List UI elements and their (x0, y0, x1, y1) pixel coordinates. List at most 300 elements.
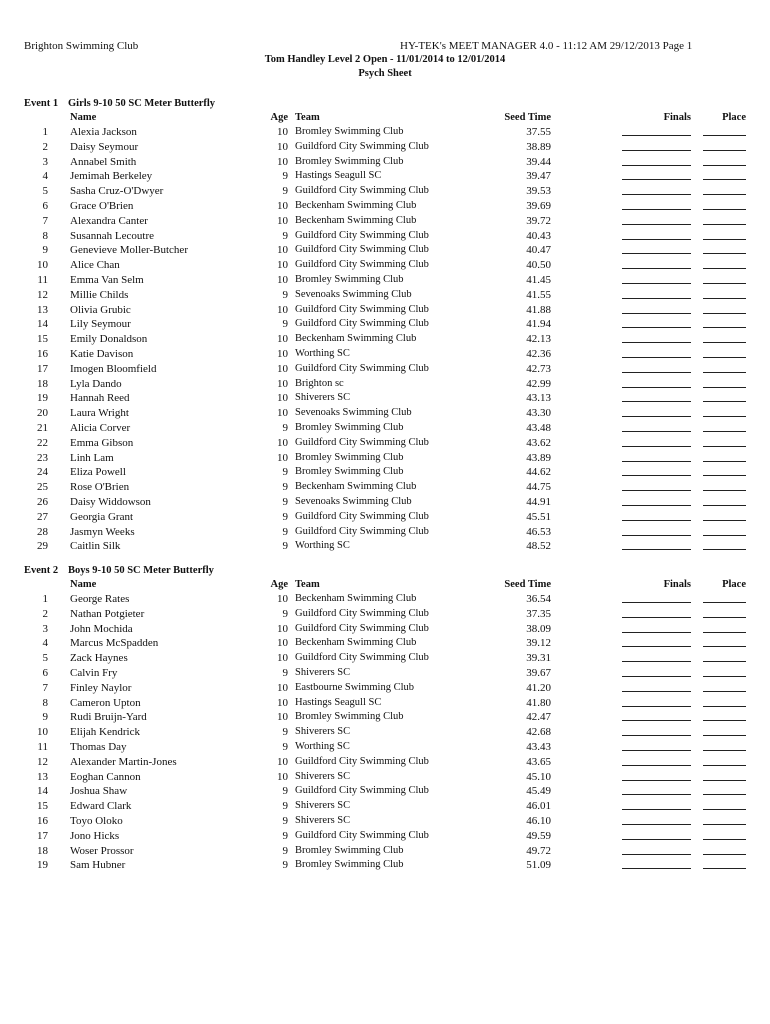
entry-seed-rank: 4 (42, 170, 48, 183)
seed-time: 45.10 (526, 770, 551, 783)
entry-list (24, 125, 746, 554)
seed-time: 43.89 (526, 451, 551, 464)
swimmer-team: Hastings Seagull SC (295, 696, 382, 708)
entry-seed-rank: 11 (37, 273, 48, 286)
swimmer-name: Emily Donaldson (70, 333, 148, 346)
swimmer-name: Jono Hicks (70, 829, 120, 842)
finals-blank-line (622, 446, 691, 447)
finals-blank-line (622, 735, 691, 736)
entry-seed-rank: 5 (42, 652, 48, 665)
swimmer-age: 9 (282, 495, 288, 508)
place-blank-line (703, 706, 746, 707)
finals-blank-line (622, 416, 691, 417)
place-blank-line (703, 520, 746, 521)
entry-seed-rank: 17 (37, 362, 48, 375)
swimmer-team: Bromley Swimming Club (295, 126, 404, 137)
swimmer-team: Guildford City Swimming Club (295, 436, 429, 448)
entry-row (24, 288, 746, 303)
swimmer-age: 10 (277, 770, 288, 783)
seed-time: 39.47 (526, 170, 551, 183)
swimmer-age: 9 (282, 466, 288, 479)
finals-blank-line (622, 283, 691, 284)
swimmer-name: Annabel Smith (70, 155, 137, 168)
entry-seed-rank: 8 (42, 696, 48, 709)
swimmer-team: Bromley Swimming Club (295, 711, 404, 723)
swimmer-team: Bromley Swimming Club (295, 451, 404, 463)
entry-seed-rank: 19 (37, 859, 48, 872)
swimmer-age: 10 (277, 126, 288, 138)
swimmer-name: Hannah Reed (70, 392, 130, 405)
entry-row (24, 169, 746, 184)
seed-time: 41.20 (526, 681, 551, 694)
entry-row (24, 829, 746, 844)
finals-blank-line (622, 239, 691, 240)
place-blank-line (703, 165, 746, 166)
seed-time: 45.51 (526, 510, 551, 523)
swimmer-name: Jemimah Berkeley (70, 170, 153, 183)
entry-row (24, 480, 746, 495)
entry-seed-rank: 26 (37, 495, 48, 508)
entry-seed-rank: 2 (42, 140, 48, 153)
seed-time: 51.09 (526, 859, 551, 872)
entry-row (24, 755, 746, 770)
swimmer-name: Emma Gibson (70, 436, 134, 449)
entry-list (24, 592, 746, 873)
place-blank-line (703, 461, 746, 462)
entry-seed-rank: 1 (42, 593, 48, 605)
swimmer-team: Bromley Swimming Club (295, 844, 404, 856)
finals-blank-line (622, 224, 691, 225)
entry-seed-rank: 23 (37, 451, 48, 464)
place-blank-line (703, 868, 746, 869)
finals-blank-line (622, 549, 691, 550)
seed-time: 44.75 (526, 481, 551, 494)
seed-time: 39.44 (526, 155, 551, 168)
place-blank-line (703, 283, 746, 284)
swimmer-age: 9 (282, 859, 288, 872)
entry-row (24, 666, 746, 681)
swimmer-name: Linh Lam (70, 451, 114, 464)
finals-blank-line (622, 632, 691, 633)
swimmer-age: 10 (277, 155, 288, 168)
seed-time: 49.59 (526, 829, 551, 842)
swimmer-name: Cameron Upton (70, 696, 141, 709)
swimmer-team: Guildford City Swimming Club (295, 140, 429, 152)
seed-time: 46.53 (526, 525, 551, 538)
place-blank-line (703, 416, 746, 417)
column-seed-time: Seed Time (504, 112, 551, 123)
entry-seed-rank: 29 (37, 540, 48, 553)
swimmer-name: George Rates (70, 593, 130, 605)
column-place: Place (722, 579, 746, 590)
seed-time: 42.47 (526, 711, 551, 724)
entry-seed-rank: 18 (37, 844, 48, 857)
entry-row (24, 651, 746, 666)
place-blank-line (703, 209, 746, 210)
finals-blank-line (622, 475, 691, 476)
software-header: HY-TEK's MEET MANAGER 4.0 - 11:12 AM 29/12/2013 Page 1 (400, 40, 693, 52)
entry-seed-rank: 28 (37, 525, 48, 538)
swimmer-team: Worthing SC (295, 740, 350, 752)
event-title (24, 96, 746, 111)
place-blank-line (703, 854, 746, 855)
swimmer-team: Beckenham Swimming Club (295, 481, 417, 493)
swimmer-name: Susannah Lecoutre (70, 229, 154, 242)
entry-row (24, 332, 746, 347)
entry-row (24, 814, 746, 829)
seed-time: 42.99 (526, 377, 551, 390)
finals-blank-line (622, 313, 691, 314)
swimmer-name: Millie Childs (70, 288, 129, 301)
event-number: Event 2 (24, 565, 59, 576)
swimmer-name: Lily Seymour (70, 318, 131, 331)
entry-seed-rank: 21 (37, 421, 48, 434)
swimmer-age: 9 (282, 800, 288, 813)
swimmer-age: 9 (282, 740, 288, 753)
swimmer-age: 10 (277, 362, 288, 375)
swimmer-name: Genevieve Moller-Butcher (70, 244, 188, 257)
swimmer-name: Calvin Fry (70, 666, 118, 679)
swimmer-team: Worthing SC (295, 540, 350, 552)
swimmer-team: Shiverers SC (295, 814, 351, 826)
seed-time: 41.45 (526, 273, 551, 286)
swimmer-age: 9 (282, 288, 288, 301)
place-blank-line (703, 490, 746, 491)
entry-seed-rank: 3 (42, 155, 48, 168)
swimmer-age: 10 (277, 407, 288, 420)
seed-time: 39.31 (526, 652, 551, 665)
entry-seed-rank: 16 (37, 814, 48, 827)
swimmer-name: Caitlin Silk (70, 540, 121, 553)
seed-time: 36.54 (526, 593, 551, 605)
column-finals: Finals (663, 579, 691, 590)
seed-time: 41.55 (526, 288, 551, 301)
place-blank-line (703, 357, 746, 358)
column-name: Name (70, 112, 97, 123)
entry-seed-rank: 7 (42, 214, 48, 227)
finals-blank-line (622, 372, 691, 373)
seed-time: 41.88 (526, 303, 551, 316)
event-section (24, 96, 746, 554)
swimmer-age: 10 (277, 637, 288, 650)
swimmer-age: 10 (277, 436, 288, 449)
seed-time: 42.68 (526, 726, 551, 739)
swimmer-age: 10 (277, 214, 288, 227)
swimmer-age: 9 (282, 785, 288, 798)
place-blank-line (703, 809, 746, 810)
column-header-row (24, 578, 746, 592)
entry-row (24, 436, 746, 451)
swimmer-age: 10 (277, 347, 288, 360)
swimmer-team: Guildford City Swimming Club (295, 303, 429, 315)
swimmer-age: 9 (282, 844, 288, 857)
entry-seed-rank: 22 (37, 436, 48, 449)
place-blank-line (703, 505, 746, 506)
entry-row (24, 525, 746, 540)
swimmer-team: Shiverers SC (295, 800, 351, 812)
swimmer-name: Katie Davison (70, 347, 134, 360)
swimmer-team: Shiverers SC (295, 392, 351, 404)
seed-time: 37.35 (526, 607, 551, 620)
entry-seed-rank: 27 (37, 510, 48, 523)
entry-row (24, 510, 746, 525)
swimmer-team: Guildford City Swimming Club (295, 785, 429, 797)
entry-seed-rank: 20 (37, 407, 48, 420)
entry-seed-rank: 14 (37, 785, 48, 798)
swimmer-age: 10 (277, 451, 288, 464)
entry-seed-rank: 15 (37, 800, 48, 813)
finals-blank-line (622, 431, 691, 432)
swimmer-team: Guildford City Swimming Club (295, 244, 429, 256)
place-blank-line (703, 549, 746, 550)
swimmer-team: Guildford City Swimming Club (295, 622, 429, 634)
finals-blank-line (622, 520, 691, 521)
finals-blank-line (622, 505, 691, 506)
entry-row (24, 303, 746, 318)
entry-row (24, 622, 746, 637)
finals-blank-line (622, 617, 691, 618)
swimmer-age: 9 (282, 318, 288, 331)
finals-blank-line (622, 780, 691, 781)
finals-blank-line (622, 809, 691, 810)
swimmer-name: Sasha Cruz-O'Dwyer (70, 185, 164, 198)
place-blank-line (703, 194, 746, 195)
entry-seed-rank: 12 (37, 288, 48, 301)
place-blank-line (703, 824, 746, 825)
swimmer-age: 9 (282, 510, 288, 523)
finals-blank-line (622, 165, 691, 166)
swimmer-age: 10 (277, 199, 288, 212)
swimmer-team: Shiverers SC (295, 666, 351, 678)
event-name: Girls 9-10 50 SC Meter Butterfly (68, 98, 216, 109)
swimmer-team: Guildford City Swimming Club (295, 652, 429, 664)
place-blank-line (703, 431, 746, 432)
swimmer-team: Worthing SC (295, 347, 350, 359)
swimmer-age: 9 (282, 829, 288, 842)
place-blank-line (703, 535, 746, 536)
column-finals: Finals (663, 112, 691, 123)
entry-row (24, 465, 746, 480)
column-team: Team (295, 112, 320, 123)
entry-row (24, 391, 746, 406)
swimmer-age: 10 (277, 593, 288, 605)
entry-row (24, 125, 746, 140)
swimmer-team: Guildford City Swimming Club (295, 259, 429, 271)
swimmer-age: 9 (282, 726, 288, 739)
seed-time: 39.53 (526, 185, 551, 198)
swimmer-age: 9 (282, 421, 288, 434)
entry-row (24, 155, 746, 170)
place-blank-line (703, 135, 746, 136)
entry-row (24, 740, 746, 755)
seed-time: 45.49 (526, 785, 551, 798)
swimmer-name: Daisy Widdowson (70, 495, 151, 508)
entry-row (24, 421, 746, 436)
place-blank-line (703, 691, 746, 692)
swimmer-team: Bromley Swimming Club (295, 466, 404, 478)
finals-blank-line (622, 461, 691, 462)
swimmer-name: Rose O'Brien (70, 481, 130, 494)
entry-seed-rank: 6 (42, 199, 48, 212)
event-title (24, 563, 746, 578)
swimmer-age: 9 (282, 666, 288, 679)
finals-blank-line (622, 135, 691, 136)
entry-row (24, 784, 746, 799)
swimmer-team: Sevenoaks Swimming Club (295, 288, 412, 300)
swimmer-team: Guildford City Swimming Club (295, 185, 429, 197)
place-blank-line (703, 617, 746, 618)
entry-seed-rank: 8 (42, 229, 48, 242)
place-blank-line (703, 268, 746, 269)
entry-seed-rank: 5 (42, 185, 48, 198)
finals-blank-line (622, 720, 691, 721)
entry-seed-rank: 3 (42, 622, 48, 635)
entry-row (24, 592, 746, 607)
swimmer-name: Marcus McSpadden (70, 637, 159, 650)
entry-seed-rank: 24 (37, 466, 48, 479)
event-name: Boys 9-10 50 SC Meter Butterfly (68, 565, 214, 576)
column-name: Name (70, 579, 97, 590)
place-blank-line (703, 224, 746, 225)
seed-time: 40.43 (526, 229, 551, 242)
seed-time: 39.12 (526, 637, 551, 650)
swimmer-team: Beckenham Swimming Club (295, 199, 417, 211)
seed-time: 42.73 (526, 362, 551, 375)
place-blank-line (703, 720, 746, 721)
place-blank-line (703, 794, 746, 795)
seed-time: 40.47 (526, 244, 551, 257)
swimmer-age: 10 (277, 377, 288, 390)
swimmer-name: Toyo Oloko (70, 814, 123, 827)
entry-row (24, 406, 746, 421)
swimmer-name: Thomas Day (70, 740, 127, 753)
seed-time: 43.30 (526, 407, 551, 420)
swimmer-name: Alexia Jackson (70, 126, 137, 138)
swimmer-name: Edward Clark (70, 800, 132, 813)
entry-seed-rank: 15 (37, 333, 48, 346)
swimmer-name: Alicia Corver (70, 421, 131, 434)
entry-row (24, 495, 746, 510)
entry-row (24, 696, 746, 711)
swimmer-name: Eliza Powell (70, 466, 126, 479)
seed-time: 41.80 (526, 696, 551, 709)
swimmer-team: Beckenham Swimming Club (295, 214, 417, 226)
place-blank-line (703, 780, 746, 781)
entry-row (24, 229, 746, 244)
seed-time: 49.72 (526, 844, 551, 857)
swimmer-team: Beckenham Swimming Club (295, 637, 417, 649)
finals-blank-line (622, 765, 691, 766)
swimmer-team: Eastbourne Swimming Club (295, 681, 414, 693)
entry-seed-rank: 13 (37, 770, 48, 783)
seed-time: 40.50 (526, 259, 551, 272)
finals-blank-line (622, 327, 691, 328)
place-blank-line (703, 839, 746, 840)
swimmer-age: 10 (277, 622, 288, 635)
swimmer-team: Hastings Seagull SC (295, 170, 382, 182)
column-age: Age (270, 112, 288, 123)
place-blank-line (703, 239, 746, 240)
swimmer-age: 10 (277, 755, 288, 768)
finals-blank-line (622, 342, 691, 343)
column-team: Team (295, 579, 320, 590)
column-header-row (24, 111, 746, 125)
entry-row (24, 681, 746, 696)
entry-row (24, 710, 746, 725)
entry-seed-rank: 14 (37, 318, 48, 331)
place-blank-line (703, 735, 746, 736)
finals-blank-line (622, 691, 691, 692)
seed-time: 38.09 (526, 622, 551, 635)
entry-row (24, 451, 746, 466)
entry-seed-rank: 18 (37, 377, 48, 390)
finals-blank-line (622, 253, 691, 254)
entry-row (24, 539, 746, 554)
swimmer-age: 9 (282, 170, 288, 183)
place-blank-line (703, 342, 746, 343)
swimmer-name: Olivia Grubic (70, 303, 131, 316)
finals-blank-line (622, 750, 691, 751)
place-blank-line (703, 179, 746, 180)
swimmer-name: Daisy Seymour (70, 140, 139, 153)
place-blank-line (703, 676, 746, 677)
entry-seed-rank: 2 (42, 607, 48, 620)
swimmer-team: Beckenham Swimming Club (295, 593, 417, 604)
place-blank-line (703, 150, 746, 151)
club-name: Brighton Swimming Club (24, 40, 139, 52)
place-blank-line (703, 632, 746, 633)
swimmer-name: Imogen Bloomfield (70, 362, 157, 375)
swimmer-name: Eoghan Cannon (70, 770, 141, 783)
entry-seed-rank: 19 (37, 392, 48, 405)
entry-seed-rank: 10 (37, 726, 48, 739)
seed-time: 43.65 (526, 755, 551, 768)
finals-blank-line (622, 854, 691, 855)
finals-blank-line (622, 268, 691, 269)
swimmer-age: 10 (277, 273, 288, 286)
swimmer-team: Brighton sc (295, 377, 344, 389)
seed-time: 38.89 (526, 140, 551, 153)
column-place: Place (722, 112, 746, 123)
seed-time: 39.72 (526, 214, 551, 227)
column-age: Age (270, 579, 288, 590)
place-blank-line (703, 372, 746, 373)
entry-row (24, 317, 746, 332)
entry-row (24, 858, 746, 873)
swimmer-age: 10 (277, 244, 288, 257)
entry-seed-rank: 9 (42, 244, 48, 257)
entry-row (24, 770, 746, 785)
finals-blank-line (622, 150, 691, 151)
place-blank-line (703, 313, 746, 314)
entry-row (24, 184, 746, 199)
entry-seed-rank: 17 (37, 829, 48, 842)
finals-blank-line (622, 387, 691, 388)
finals-blank-line (622, 535, 691, 536)
entry-seed-rank: 9 (42, 711, 48, 724)
entry-row (24, 273, 746, 288)
swimmer-name: Jasmyn Weeks (70, 525, 135, 538)
finals-blank-line (622, 602, 691, 603)
place-blank-line (703, 661, 746, 662)
place-blank-line (703, 602, 746, 603)
swimmer-team: Bromley Swimming Club (295, 155, 404, 167)
finals-blank-line (622, 839, 691, 840)
seed-time: 44.91 (526, 495, 551, 508)
swimmer-name: Joshua Shaw (70, 785, 128, 798)
swimmer-name: Rudi Bruijn-Yard (70, 711, 147, 724)
entry-row (24, 362, 746, 377)
